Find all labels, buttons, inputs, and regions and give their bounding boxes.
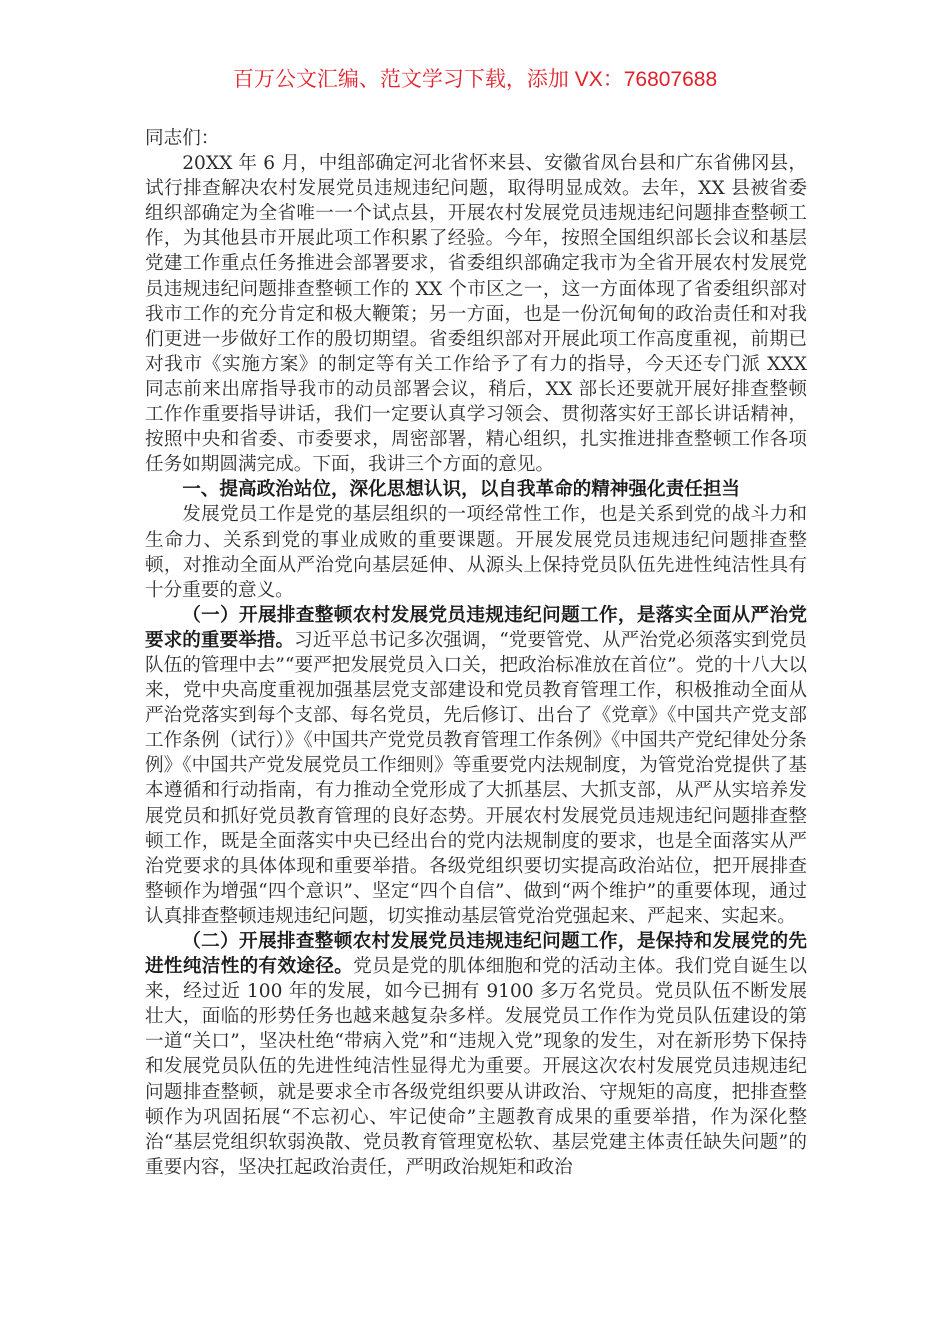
point-1-heading: （一）开展排查整顿农村发展党员违规违纪问题工作，是落实全面从严治党要求的重要举措。 [145, 604, 807, 651]
promo-banner: 百万公文汇编、范文学习下载，添加 VX：76807688 [232, 68, 718, 91]
paragraph-intro: 20XX 年 6 月，中组部确定河北省怀来县、安徽省凤台县和广东省佛冈县，试行排查解决农村发展党员违规违纪问题，取得明显成效。去年，XX 县被省委组织部确定为全省唯一一个试点县，开展农村发展党员违规违纪问题排查整顿工作，为其他县市开展此项工作积累了经验。今年，按照全国组织部长会议和基层党建工作重点任务推进会部署要求，省委组织部确定我市为全省开展农村发展党员违规违纪问题排查整顿工作的 XX 个市区之一，这一方面体现了省委组织部对我市工作的充分肯定和极大鞭策；另一方面，也是一份沉甸甸的政治责任和对我们更进一步做好工作的殷切期望。省委组织部对开展此项工作高度重视，前期已对我市《实施方案》的制定等有关工作给予了有力的指导，今天还专门派 XXX 同志前来出席指导我市的动员部署会议，稍后，XX 部长还要就开展好排查整顿工作作重要指导讲话，我们一定要认真学习领会、贯彻落实好王部长讲话精神，按照中央和省委、市委要求，周密部署，精心组织，扎实推进排查整顿工作各项任务如期圆满完成。下面，我讲三个方面的意见。 [145, 153, 807, 476]
paragraph-section-1-intro: 发展党员工作是党的基层组织的一项经常性工作，也是关系到党的战斗力和生命力、关系到党的事业成败的重要课题。开展发展党员违规违纪问题排查整顿，对推动全面从严治党向基层延伸、从源头上保持党员队伍先进性纯洁性具有十分重要的意义。 [145, 504, 807, 601]
paragraph-point-1 [145, 603, 807, 929]
point-2-text: 党员是党的肌体细胞和党的活动主体。我们党自诞生以来，经过近 100 年的发展，如今已拥有 9100 多万名党员。党员队伍不断发展壮大，面临的形势任务也越来越复杂多样。发展党员工作作为党员队伍建设的第一道“关口”，坚决杜绝“带病入党”和“违规入党”现象的发生，对在新形势下保持和发展党员队伍的先进性纯洁性显得尤为重要。开展这次农村发展党员违规违纪问题排查整顿，就是要求全市各级党组织要从讲政治、守规矩的高度，把排查整顿作为巩固拓展“不忘初心、牢记使命”主题教育成果的重要举措，作为深化整治“基层党组织软弱涣散、党员教育管理宽松软、基层党建主体责任缺失问题”的重要内容，坚决扛起政治责任，严明政治规矩和政治 [145, 956, 807, 1178]
paragraph-point-2 [145, 929, 807, 1180]
document-body [145, 126, 807, 1180]
section-heading-1: 一、提高政治站位，深化思想认识，以自我革命的精神强化责任担当 [182, 479, 741, 501]
point-1-text: 习近平总书记多次强调，“党要管党、从严治党必须落实到党员队伍的管理中去”“要严把发展党员入口关，把政治标准放在首位”。党的十八大以来，党中央高度重视加强基层党支部建设和党员教育管理工作，积极推动全面从严治党落实到每个支部、每名党员，先后修订、出台了《党章》《中国共产党支部工作条例（试行）》《中国共产党党员教育管理工作条例》《中国共产党纪律处分条例》《中国共产党发展党员工作细则》等重要党内法规制度，为管党治党提供了基本遵循和行动指南，有力推动全党形成了大抓基层、大抓支部，从严从实培养发展党员和抓好党员教育管理的良好态势。开展农村发展党员违规违纪问题排查整顿工作，既是全面落实中央已经出台的党内法规制度的要求，也是全面落实从严治党要求的具体体现和重要举措。各级党组织要切实提高政治站位，把开展排查整顿作为增强“四个意识”、坚定“四个自信”、做到“两个维护”的重要体现，通过认真排查整顿违规违纪问题，切实推动基层管党治党强起来、严起来、实起来。 [145, 629, 807, 927]
salutation: 同志们： [145, 128, 220, 149]
point-2-heading: （二）开展排查整顿农村发展党员违规违纪问题工作，是保持和发展党的先进性纯洁性的有效途径。 [145, 931, 807, 978]
